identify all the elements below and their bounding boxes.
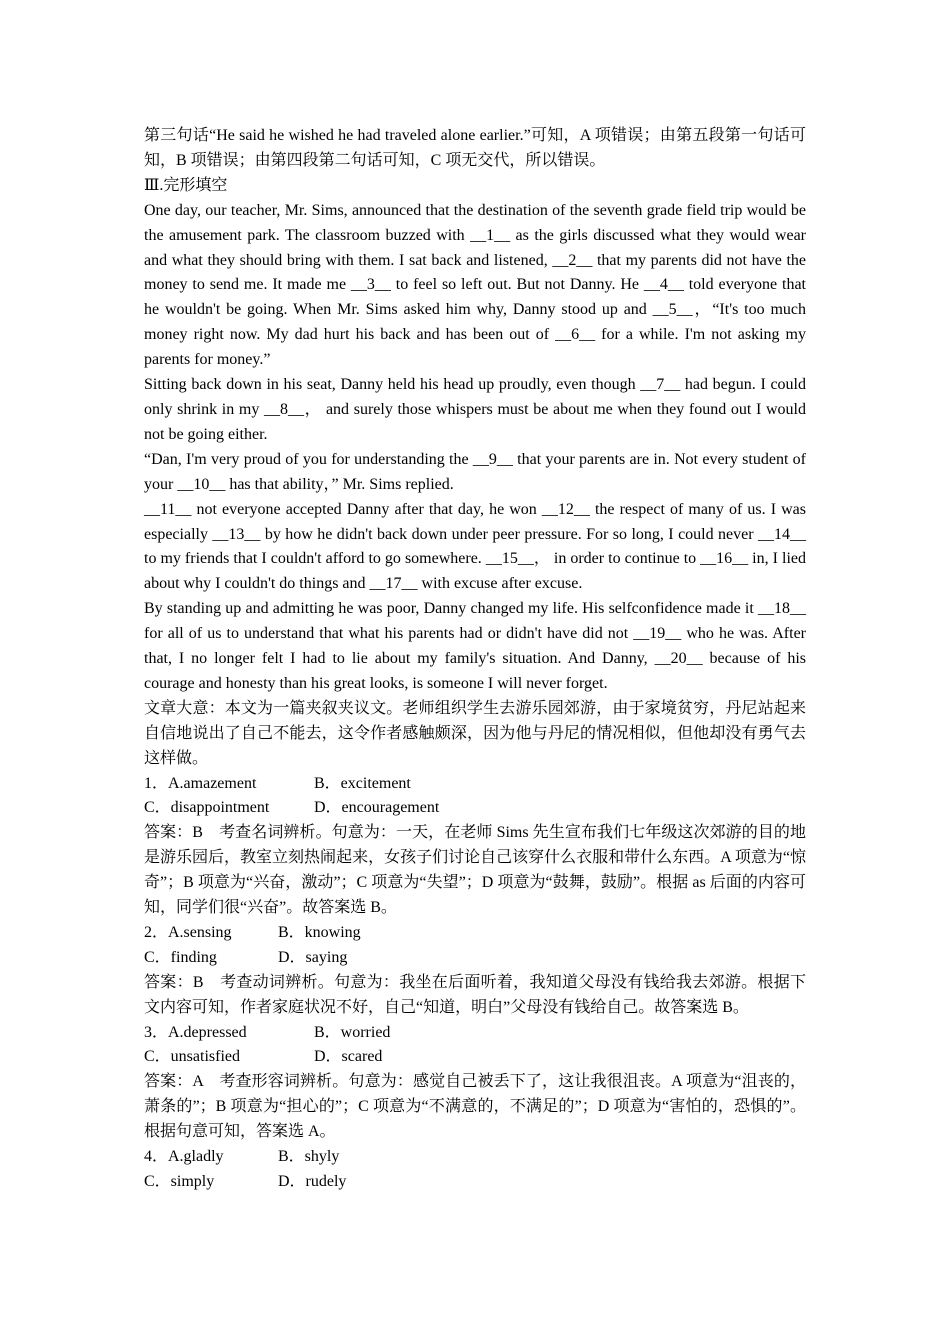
question-2-options-row-1 — [144, 921, 806, 946]
passage-paragraph-1: One day, our teacher, Mr. Sims, announced that the destination of the seventh grade field trip would be the amusement park. The classroom buzzed with __1__ as the girls discussed what they would wear and what they should bring with them. I sat back and listened, __2__ that my parents did not have the money to send me. It made me __3__ to feel so left out. But not Danny. He __4__ told everyone that he wouldn't be going. When Mr. Sims asked him why, Danny stood up and __5__，“It's too much money right now. My dad hurt his back and has been out of __6__ for a while. I'm not asking my parents for money.” — [144, 201, 806, 369]
option: B．shyly — [278, 1148, 340, 1166]
question-4-options-row-1 — [144, 1145, 806, 1170]
passage-summary: 文章大意：本文为一篇夹叙夹议文。老师组织学生去游乐园郊游，由于家境贫穷，丹尼站起来自信地说出了自己不能去，这令作者感触颇深，因为他与丹尼的情况相似，但他却没有勇气去这样做。 — [144, 699, 806, 767]
option: 2．A.sensing — [144, 923, 232, 941]
option: 4．A.gladly — [144, 1148, 224, 1166]
option: B．worried — [314, 1023, 391, 1041]
question-1-options-row-1 — [144, 772, 806, 797]
option: B．excitement — [314, 774, 411, 792]
option: C．simply — [144, 1172, 215, 1190]
option: D．scared — [314, 1048, 383, 1066]
passage-paragraph-2: Sitting back down in his seat, Danny held his head up proudly, even though __7__ had begun. I could only shrink in my __8__， and surely those whispers must be about me when they found out I would not be going either. — [144, 376, 806, 443]
question-1-options-row-2 — [144, 796, 806, 821]
question-3-options-row-1 — [144, 1021, 806, 1046]
question-1-answer: 答案：B 考查名词辨析。句意为：一天，在老师 Sims 先生宣布我们七年级这次郊游的目的地是游乐园后，教室立刻热闹起来，女孩子们讨论自己该穿什么衣服和带什么东西。A 项意为“惊奇”；B 项意为“兴奋，激动”；C 项意为“失望”；D 项意为“鼓舞，鼓励”。根据 as 后面的内容可知，同学们很“兴奋”。故答案选 B。 — [144, 824, 806, 917]
passage-paragraph-4: __11__ not everyone accepted Danny after that day, he won __12__ the respect of many of us. I was especially __13__ by how he didn't back down under peer pressure. For so long, I could never __14__ to my friends that I couldn't afford to go somewhere. __15__， in order to continue to __16__ in, I lied about why I couldn't do things and __17__ with excuse after excuse. — [144, 500, 806, 593]
question-2-options-row-2 — [144, 946, 806, 971]
option: C．finding — [144, 948, 217, 966]
option: 1．A.amazement — [144, 774, 257, 792]
option: C．disappointment — [144, 799, 270, 817]
question-2-answer: 答案：B 考查动词辨析。句意为：我坐在后面听着，我知道父母没有钱给我去郊游。根据下文内容可知，作者家庭状况不好，自己“知道，明白”父母没有钱给自己。故答案选 B。 — [144, 973, 806, 1016]
question-3-answer: 答案：A 考查形容词辨析。句意为：感觉自己被丢下了，这让我很沮丧。A 项意为“沮丧的，萧条的”；B 项意为“担心的”；C 项意为“不满意的，不满足的”；D 项意为“害怕的，恐惧的”。根据句意可知，答案选 A。 — [144, 1073, 806, 1141]
section-heading-cloze: Ⅲ.完形填空 — [144, 176, 228, 194]
prev-answer-continuation: 第三句话“He said he wished he had traveled alone earlier.”可知，A 项错误；由第五段第一句话可知，B 项错误；由第四段第二句话可知，C 项无交代，所以错误。 — [144, 127, 806, 169]
question-4-options-row-2 — [144, 1170, 806, 1195]
option: D．encouragement — [314, 799, 440, 817]
option: 3．A.depressed — [144, 1023, 247, 1041]
option: B．knowing — [278, 923, 361, 941]
option: C．unsatisfied — [144, 1048, 240, 1066]
document-page — [144, 124, 806, 1195]
question-3-options-row-2 — [144, 1045, 806, 1070]
option: D．rudely — [278, 1172, 347, 1190]
option: D．saying — [278, 948, 348, 966]
passage-paragraph-3: “Dan, I'm very proud of you for understanding the __9__ that your parents are in. Not every student of your __10__ has that ability，” Mr. Sims replied. — [144, 450, 806, 493]
passage-paragraph-5: By standing up and admitting he was poor, Danny changed my life. His selfconfidence made it __18__ for all of us to understand that what his parents had or didn't have did not __19__ who he was. After that, I no longer felt I had to lie about my family's situation. And Danny, __20__ because of his courage and honesty than his great looks, is someone I will never forget. — [144, 600, 806, 692]
